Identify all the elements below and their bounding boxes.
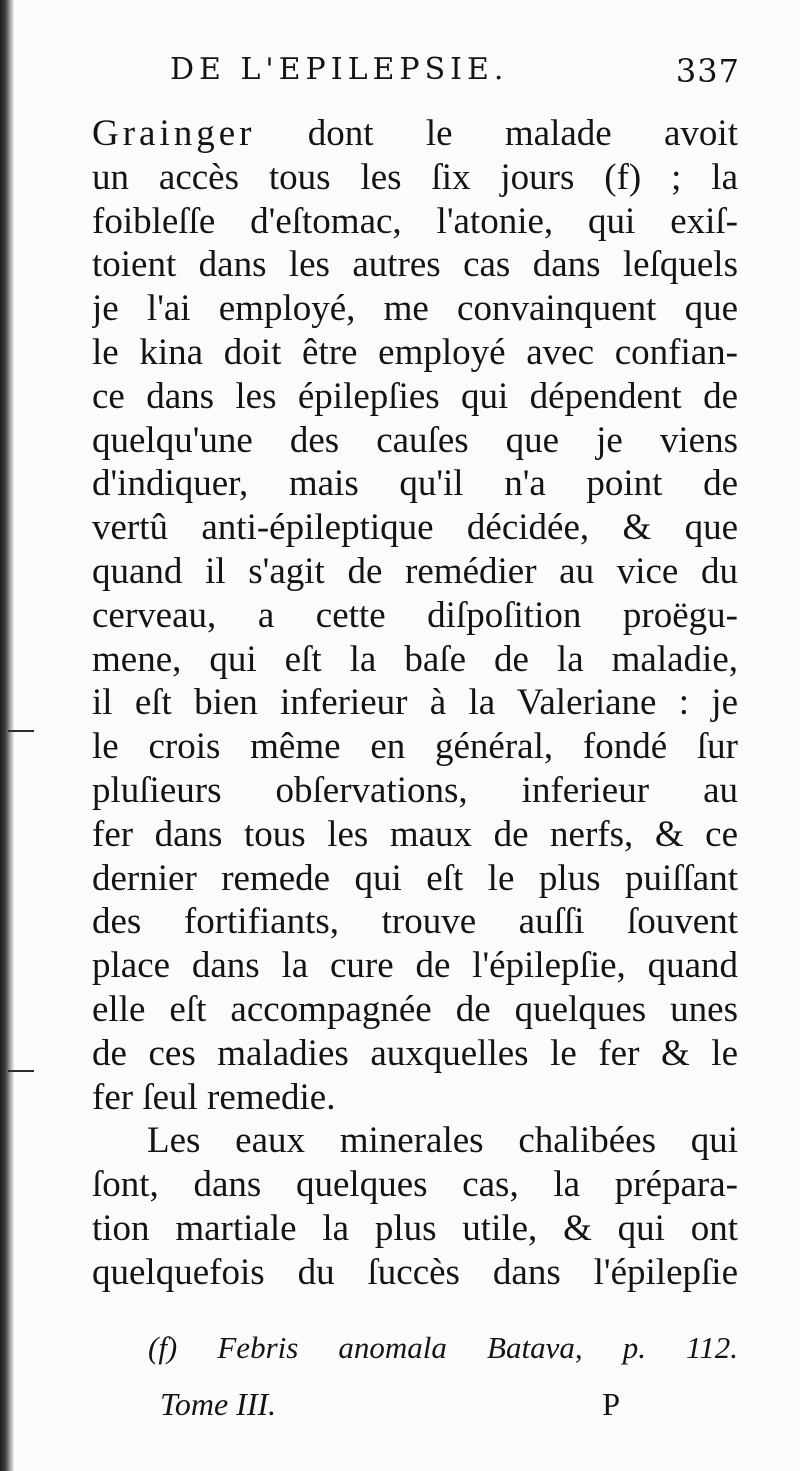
text-line: elle eſt accompagnée de quelques unes	[92, 988, 738, 1030]
volume-label: Tome III.	[160, 1386, 277, 1422]
text-line: des fortifiants, trouve auſſi ſouvent	[92, 901, 738, 943]
binding-mark	[8, 730, 34, 732]
running-head	[170, 52, 740, 100]
signature-line	[160, 1386, 620, 1430]
text-line: quand il s'agit de remédier au vice du	[92, 550, 738, 592]
text-line: fer dans tous les maux de nerfs, & ce	[92, 813, 738, 855]
text-line: foibleſſe d'eſtomac, l'atonie, qui exiſ-	[92, 200, 738, 242]
footnote: (f) Febris anomala Batava, p. 112.	[148, 1330, 738, 1365]
text-line: d'indiquer, mais qu'il n'a point de	[92, 463, 738, 505]
author-name: Grainger	[92, 113, 256, 154]
text-line: quelquefois du ſuccès dans l'épilepſie	[92, 1251, 738, 1293]
running-head-title: DE L'EPILEPSIE.	[170, 52, 509, 87]
text-line: Les eaux minerales chalibées qui	[147, 1120, 738, 1162]
signature-mark: P	[602, 1386, 620, 1422]
text-line: pluſieurs obſervations, inferieur au	[92, 769, 738, 811]
text-line: je l'ai employé, me convainquent que	[92, 288, 738, 330]
binding-mark	[8, 1070, 34, 1072]
text-line: fer ſeul remedie.	[92, 1076, 336, 1118]
text-line: cerveau, a cette diſpoſition proëgu-	[92, 594, 738, 636]
text-line: ce dans les épilepſies qui dépendent de	[92, 375, 738, 417]
binding-edge	[0, 0, 14, 1471]
page-number: 337	[675, 52, 740, 90]
text-line: un accès tous les ſix jours (f) ; la	[92, 156, 738, 198]
text-line: de ces maladies auxquelles le fer & le	[92, 1032, 738, 1074]
text-line: quelqu'une des cauſes que je viens	[92, 419, 738, 461]
text-line: tion martiale la plus utile, & qui ont	[92, 1207, 738, 1249]
text-line: dernier remede qui eſt le plus puiſſant	[92, 857, 738, 899]
text-line: il eſt bien inferieur à la Valeriane : je	[92, 682, 738, 724]
text-line: place dans la cure de l'épilepſie, quand	[92, 945, 738, 987]
text-line: vertû anti-épileptique décidée, & que	[92, 507, 738, 549]
text-line: Grainger dont le malade avoit	[92, 113, 738, 154]
body-text	[92, 112, 738, 1295]
text-line: le crois même en général, fondé ſur	[92, 726, 738, 768]
text-line: toient dans les autres cas dans leſquels	[92, 244, 738, 286]
text-line: ſont, dans quelques cas, la prépara-	[92, 1164, 738, 1206]
text-line: mene, qui eſt la baſe de la maladie,	[92, 638, 738, 680]
text-line: le kina doit être employé avec confian-	[92, 331, 738, 373]
